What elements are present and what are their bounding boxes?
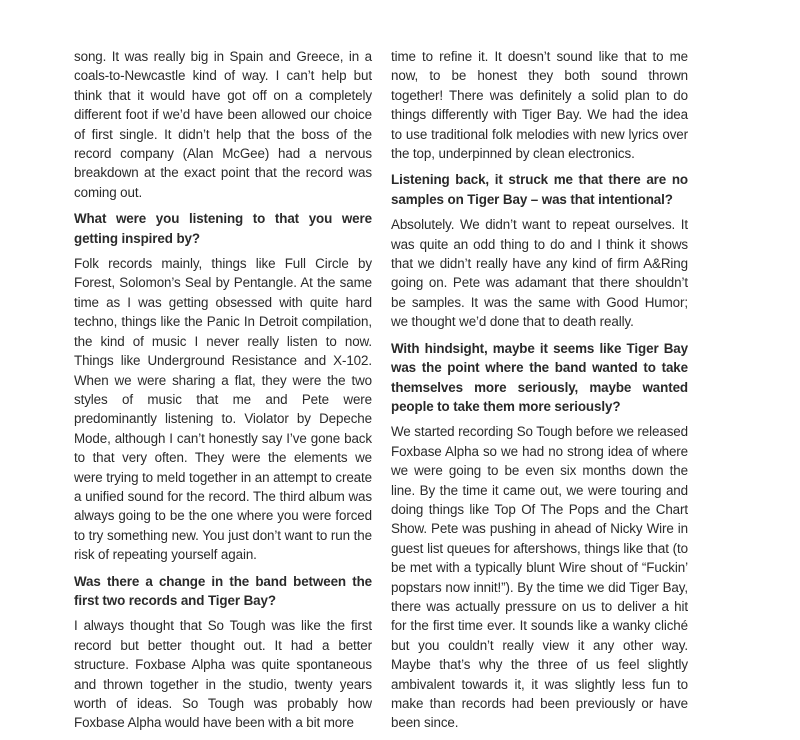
answer-paragraph: song. It was really big in Spain and Greece, in a coals-to-Newcastle kind of way. I can’t help but think that it would have got off on a completely different foot if we’d have been allowed our choice of first single. It didn’t help that the boss of the record company (Alan McGee) had a nervous breakdown at the exact point that the record was coming out. bbox=[74, 49, 372, 200]
question-heading: With hindsight, maybe it seems like Tiger Bay was the point where the band wanted to take themselves more seriously, maybe wanted people to take them more seriously? bbox=[391, 340, 688, 414]
question-heading: What were you listening to that you were getting inspired by? bbox=[74, 211, 372, 246]
answer-paragraph: I always thought that So Tough was like the first record but better thought out. It had a better structure. Foxbase Alpha was quite spontaneous and thrown together in the studio, twenty years worth of ideas. So Tough was probably how Foxbase Alpha would have been with a bit more bbox=[74, 618, 372, 731]
question-heading: Listening back, it struck me that there are no samples on Tiger Bay – was that intentional? bbox=[391, 172, 688, 207]
left-column bbox=[74, 47, 372, 740]
answer-paragraph: We started recording So Tough before we released Foxbase Alpha so we had no strong idea of where we were going to be even six months down the line. By the time it came out, we were touring and doing things like Top Of The Pops and the Chart Show. Pete was pushing in ahead of Nicky Wire in guest list queues for aftershows, things like that (to be met with a typically blunt Wire shout of “Fuckin’ popstars now innit!”). By the time we did Tiger Bay, there was actually pressure on us to deliver a hit for the first time ever. It sounds like a wanky cliché but you couldn’t really view it any other way. Maybe that’s why the three of us feel slightly ambivalent towards it, it was slightly less fun to make than records had been previously or have been since. bbox=[391, 424, 688, 731]
answer-paragraph: time to refine it. It doesn’t sound like that to me now, to be honest they both sound thrown together! There was definitely a solid plan to do things differently with Tiger Bay. We had the idea to use traditional folk melodies with new lyrics over the top, underpinned by clean electronics. bbox=[391, 49, 688, 162]
answer-paragraph: Folk records mainly, things like Full Circle by Forest, Solomon’s Seal by Pentangle. At the same time as I was getting obsessed with quite hard techno, things like the Panic In Detroit compilation, the kind of music I never really listen to now. Things like Underground Resistance and X-102. When we were sharing a flat, they were the two styles of music that me and Pete were predominantly listening to. Violator by Depeche Mode, although I can’t honestly say I’ve gone back to that very often. They were the elements we were trying to meld together in an attempt to create a unified sound for the record. The third album was always going to be the one where you were forced to try something new. You just don’t want to run the risk of repeating yourself again. bbox=[74, 256, 372, 563]
answer-paragraph: Absolutely. We didn’t want to repeat ourselves. It was quite an odd thing to do and I think it shows that we didn’t really have any kind of firm A&Ring going on. Pete was adamant that there shouldn’t be samples. It was the same with Good Humor; we thought we’d done that to death really. bbox=[391, 217, 688, 330]
right-column bbox=[391, 47, 688, 740]
question-heading: Was there a change in the band between the first two records and Tiger Bay? bbox=[74, 573, 372, 608]
